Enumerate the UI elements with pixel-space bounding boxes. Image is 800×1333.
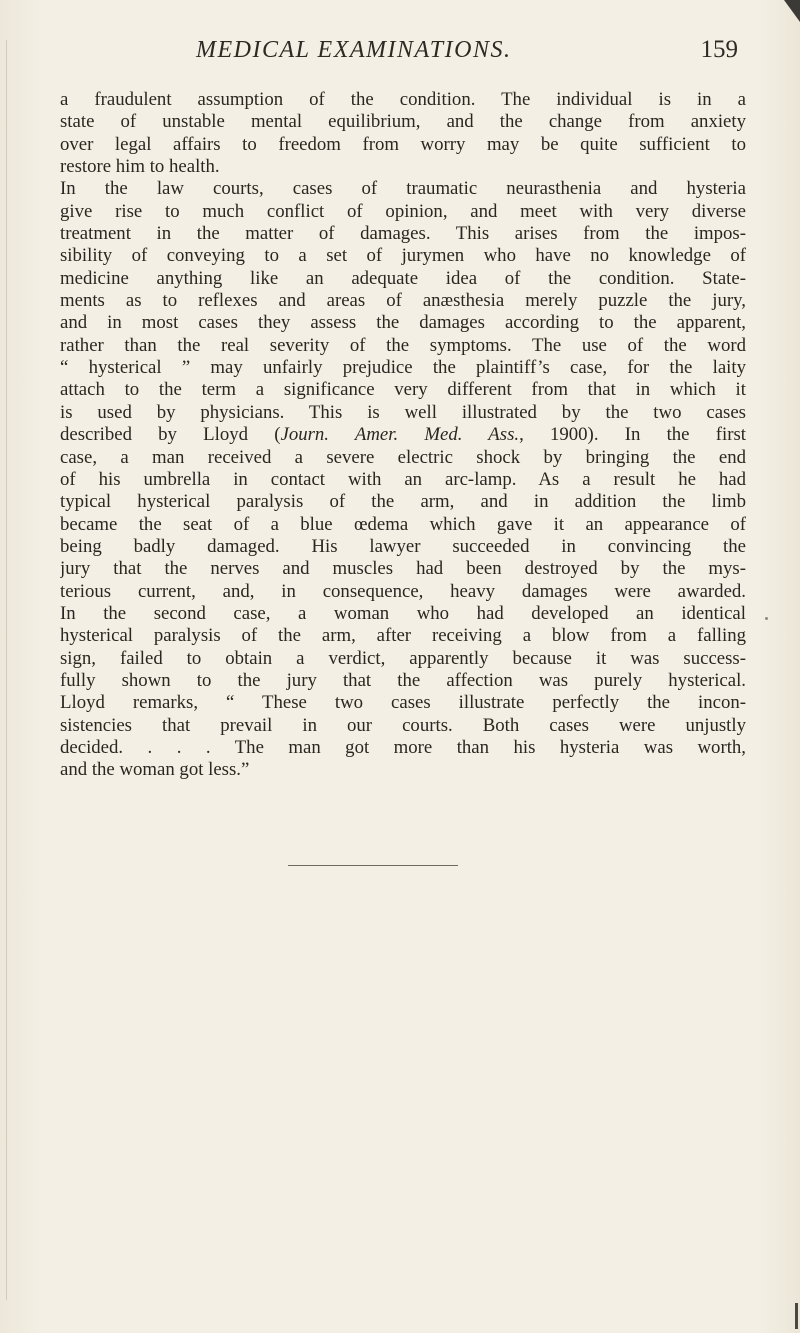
text-line: sistencies that prevail in our courts. Both cases were unjustly [60,714,746,736]
text-line: give rise to much conflict of opinion, and meet with very diverse [60,200,746,222]
text-line: fully shown to the jury that the affection was purely hysterical. [60,669,746,691]
text-line: treatment in the matter of damages. This arises from the impos- [60,223,746,245]
page-edge-mark [795,1303,798,1329]
text-line: “ hysterical ” may unfairly prejudice the plaintiff’s case, for the laity [60,357,746,379]
text-line: rather than the real severity of the symptoms. The use of the word [60,334,746,356]
text-line: of his umbrella in contact with an arc-lamp. As a result he had [60,468,746,490]
text-line: In the second case, a woman who had developed an identical [60,602,746,624]
text-line: and in most cases they assess the damages according to the apparent, [60,312,746,334]
section-divider [288,865,458,866]
text-line: and the woman got less.” [60,759,250,781]
body-text [60,89,746,782]
text-line: over legal affairs to freedom from worry may be quite sufficient to [60,133,746,155]
citation-suffix: , 1900). In the first [519,424,746,446]
text-line: restore him to health. [60,156,220,178]
text-line: sibility of conveying to a set of jurymen who have no knowledge of [60,245,746,267]
text-line: state of unstable mental equilibrium, and the change from anxiety [60,111,746,133]
text-line: decided. . . . The man got more than his hysteria was worth, [60,736,746,758]
text-line: typical hysterical paralysis of the arm, and in addition the limb [60,491,746,513]
text-line: attach to the term a significance very different from that in which it [60,379,746,401]
page-corner-mark [784,0,800,22]
running-title: MEDICAL EXAMINATIONS. [196,37,512,63]
text-line: hysterical paralysis of the arm, after receiving a blow from a falling [60,625,746,647]
journal-title: Journ. Amer. Med. Ass. [280,424,520,446]
text-line: is used by physicians. This is well illustrated by the two cases [60,401,746,423]
text-line: being badly damaged. His lawyer succeeded in convincing the [60,535,746,557]
text-line: case, a man received a severe electric shock by bringing the end [60,446,746,468]
text-line: jury that the nerves and muscles had been destroyed by the mys- [60,558,746,580]
text-line: ments as to reflexes and areas of anæsthesia merely puzzle the jury, [60,290,746,312]
text-line: sign, failed to obtain a verdict, apparently because it was success- [60,647,746,669]
citation-line [60,424,746,446]
text-line: became the seat of a blue œdema which gave it an appearance of [60,513,746,535]
text-line: Lloyd remarks, “ These two cases illustrate perfectly the incon- [60,692,746,714]
text-line: medicine anything like an adequate idea of the condition. State- [60,267,746,289]
citation-prefix: described by Lloyd ( [60,424,281,446]
paragraph-start-line: In the law courts, cases of traumatic neurasthenia and hysteria [60,178,746,200]
page-number: 159 [700,36,738,63]
text-line: a fraudulent assumption of the condition. The individual is in a [60,89,746,110]
page-gutter-shadow [6,40,7,1300]
print-speck [765,617,768,620]
text-line: terious current, and, in consequence, heavy damages were awarded. [60,580,746,602]
